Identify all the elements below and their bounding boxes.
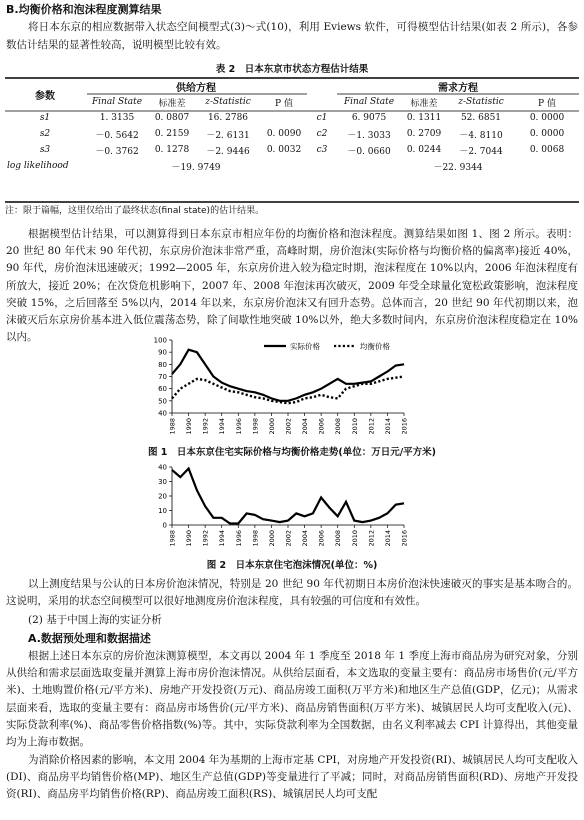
y-tick-label: 20	[158, 492, 167, 501]
x-tick-label: 1996	[234, 418, 243, 435]
x-tick-label: 1994	[218, 530, 227, 547]
x-tick-label: 2014	[383, 530, 392, 547]
loglik-demand: －22. 9344	[433, 162, 483, 173]
data-paragraph: 根据上述日本东京的房价泡沫测算模型，本文再以 2004 年 1 季度至 2018 年 1 季度上海市商品房为研究对象，分别从供给和需求层面选取变量并测算上海市房价泡沫情况。从供给层面看，本文选取的变量主要有：商品房市场售价(元/平方米)、土地购置价格(元/平方米)、房地产开发投资(万元)、商品房竣工面积(万平方米)和地区生产总值(GDP，亿元)；从需求层面来看，选取的变量主要有：商品房市场售价(元/平方米)、商品房销售面积(万平方米)、城镇居民人均可支配收入(元)、实际贷款利率(%)、商品零售价格指数(%)等。其中，实际贷款利率为全国数据，由名义利率减去 CPI 计算得出，其他变量均为上海市数据。	[6, 650, 578, 749]
y-tick-label: 0	[162, 521, 167, 530]
value-cell: －2. 9446	[206, 146, 250, 157]
y-tick-label: 50	[158, 397, 167, 406]
value-cell: 0. 0000	[529, 129, 565, 139]
value-cell: 0. 0807	[154, 113, 190, 123]
y-tick-label: 40	[158, 463, 167, 472]
figure-2-chart	[0, 463, 584, 551]
param-cell: c1	[316, 113, 328, 123]
subsection-heading-2: (2) 基于中国上海的实证分析	[28, 614, 162, 626]
x-tick-label: 1992	[201, 418, 210, 435]
value-cell: －2. 6131	[206, 130, 250, 141]
figure-2-caption: 图 2 日本东京住宅泡沫情况(单位：%)	[206, 560, 378, 571]
y-tick-label: 80	[158, 360, 167, 369]
value-cell: －2. 7044	[459, 146, 503, 157]
value-cell: －0. 5642	[95, 130, 139, 141]
series-line-2	[172, 377, 404, 404]
value-cell: 0. 0068	[529, 145, 565, 155]
table2	[5, 78, 579, 174]
x-tick-label: 2010	[350, 418, 359, 435]
loglik-row	[5, 158, 579, 174]
x-tick-label: 1988	[168, 418, 177, 435]
intro-paragraph: 将日本东京的相应数据带入状态空间模型式(3)～式(10)，利用 Eviews 软件，可得模型估计结果(如表 2 所示)，各参数估计结果的显著性较高，说明模型比较有效。	[6, 21, 578, 51]
table-header-row-1	[5, 78, 579, 94]
x-tick-label: 1994	[218, 418, 227, 435]
col-z-2: z-Statistic	[458, 97, 504, 107]
results-paragraph: 根据模型估计结果，可以测算得到日本东京市相应年份的均衡价格和泡沫程度。测算结果如图 1、图 2 所示。表明：20 世纪 80 年代末 90 年代初，东京房价泡沫非常严重，高峰时期，房价泡沫(实际价格与均衡价格的偏离率)接近 40%，90 年代，房价泡沫迅速破灭；1992—2005 年，东京房价进入较为稳定时期，泡沫程度在 10%以内，2006 年泡沫程度有所放大，接近 20%；在次贷危机影响下，2007 年、2008 年泡沫再次破灭，2009 年受全球量化宽松政策影响，泡沫程度突破 15%，之后回落至 5%以内，2014 年以来，东京房价泡沫又有回升态势。总体而言，20 世纪 90 年代初期以来，泡沫破灭后东京房价基本进入低位震荡态势，除了间歇性地突破 10%以外，绝大多数时间内，东京房价泡沫程度稳定在 10%以内。	[6, 228, 578, 344]
x-tick-label: 1996	[234, 530, 243, 547]
y-tick-label: 60	[158, 385, 167, 394]
x-tick-label: 2012	[367, 418, 376, 435]
value-cell: 0. 1278	[154, 145, 190, 155]
x-tick-label: 1998	[251, 418, 260, 435]
col-p-2: P 值	[538, 98, 556, 109]
table-header-row-2	[5, 94, 579, 110]
legend-label-1: 实际价格	[290, 342, 320, 351]
x-tick-label: 2014	[383, 418, 392, 435]
param-cell: c2	[316, 129, 328, 139]
x-tick-label: 2006	[317, 530, 326, 547]
table2-caption: 表 2 日本东京市状态方程估计结果	[215, 64, 369, 75]
param-cell: c3	[316, 145, 328, 155]
x-tick-label: 2000	[267, 530, 276, 547]
conclusion-paragraph: 以上测度结果与公认的日本房价泡沫情况，特别是 20 世纪 90 年代初期日本房价泡沫快速破灭的事实是基本吻合的。这说明，采用的状态空间模型可以很好地测度房价泡沫程度，具有较强的可信度和有效性。	[6, 578, 578, 608]
x-tick-label: 1998	[251, 530, 260, 547]
value-cell: 6. 9075	[351, 113, 387, 123]
value-cell: 0. 0032	[266, 145, 302, 155]
subsection-heading-a: A.数据预处理和数据描述	[28, 632, 151, 645]
value-cell	[261, 110, 307, 126]
x-tick-label: 1990	[185, 530, 194, 547]
param-cell: s2	[39, 129, 51, 139]
legend-label-2: 均衡价格	[360, 342, 390, 351]
y-tick-label: 40	[158, 409, 167, 418]
value-cell: －4. 8110	[459, 130, 503, 141]
value-cell: 0. 0244	[406, 145, 442, 155]
x-tick-label: 2006	[317, 418, 326, 435]
col-z: z-Statistic	[205, 97, 251, 107]
col-p: P 值	[275, 98, 293, 109]
value-cell: 1. 3135	[99, 113, 135, 123]
col-std: 标准差	[158, 98, 186, 109]
value-cell: 0. 0000	[529, 113, 565, 123]
x-tick-label: 2008	[334, 530, 343, 547]
x-tick-label: 1988	[168, 530, 177, 547]
figure-1-chart	[0, 337, 584, 439]
table-note: 注：限于篇幅，这里仅给出了最终状态(final state)的估计结果。	[5, 206, 265, 216]
y-tick-label: 90	[158, 348, 167, 357]
value-cell: 52. 6851	[460, 113, 502, 123]
value-cell: －0. 0660	[347, 146, 391, 157]
value-cell: 0. 2709	[406, 129, 442, 139]
x-tick-label: 2004	[301, 530, 310, 547]
col-final-state-2: Final State	[343, 97, 395, 107]
x-tick-label: 2010	[350, 530, 359, 547]
value-cell: 0. 0090	[266, 129, 302, 139]
x-tick-label: 2002	[284, 418, 293, 435]
table-row	[5, 110, 579, 126]
param-cell: s1	[39, 113, 51, 123]
x-tick-label: 1992	[201, 530, 210, 547]
series-line-1	[172, 350, 404, 401]
x-tick-label: 2016	[400, 530, 409, 547]
supply-header: 供给方程	[176, 82, 216, 94]
y-tick-label: 70	[158, 373, 167, 381]
x-tick-label: 1990	[185, 418, 194, 435]
x-tick-label: 2002	[284, 530, 293, 547]
demand-header: 需求方程	[438, 82, 478, 94]
x-tick-label: 2000	[267, 418, 276, 435]
x-tick-label: 2008	[334, 418, 343, 435]
x-tick-label: 2012	[367, 530, 376, 547]
section-heading-b: B.均衡价格和泡沫程度测算结果	[6, 3, 162, 16]
value-cell: 0. 1311	[406, 113, 442, 123]
x-tick-label: 2016	[400, 418, 409, 435]
y-tick-label: 30	[158, 478, 167, 486]
col-std-2: 标准差	[410, 98, 438, 109]
loglik-label: log likelihood	[7, 161, 69, 171]
value-cell: 16. 2786	[207, 113, 249, 123]
value-cell: 0. 2159	[154, 129, 190, 139]
param-cell: s3	[39, 145, 51, 155]
value-cell: －0. 3762	[95, 146, 139, 157]
param-header: 参数	[35, 90, 55, 102]
table-row	[5, 126, 579, 142]
loglik-supply: －19. 9749	[171, 162, 221, 173]
figure-1-caption: 图 1 日本东京住宅实际价格与均衡价格走势(单位：万日元/平方米)	[147, 447, 437, 458]
col-final-state: Final State	[91, 97, 143, 107]
y-tick-label: 100	[153, 337, 167, 345]
series-line-1	[172, 469, 404, 524]
cpi-paragraph: 为消除价格因素的影响，本文用 2004 年为基期的上海市定基 CPI，对房地产开发投资(RI)、城镇居民人均可支配收入(DI)、商品房平均销售价格(MP)、地区生产总值(GDP)等变量进行了平减；同时，对商品房销售面积(RD)、房地产开发投资(RI)、商品房平均销售价格(RP)、商品房竣工面积(RS)、城镇居民人均可支配	[6, 754, 578, 801]
value-cell: －1. 3033	[347, 130, 391, 141]
table-row	[5, 142, 579, 158]
y-tick-label: 10	[158, 507, 167, 515]
x-tick-label: 2004	[301, 418, 310, 435]
